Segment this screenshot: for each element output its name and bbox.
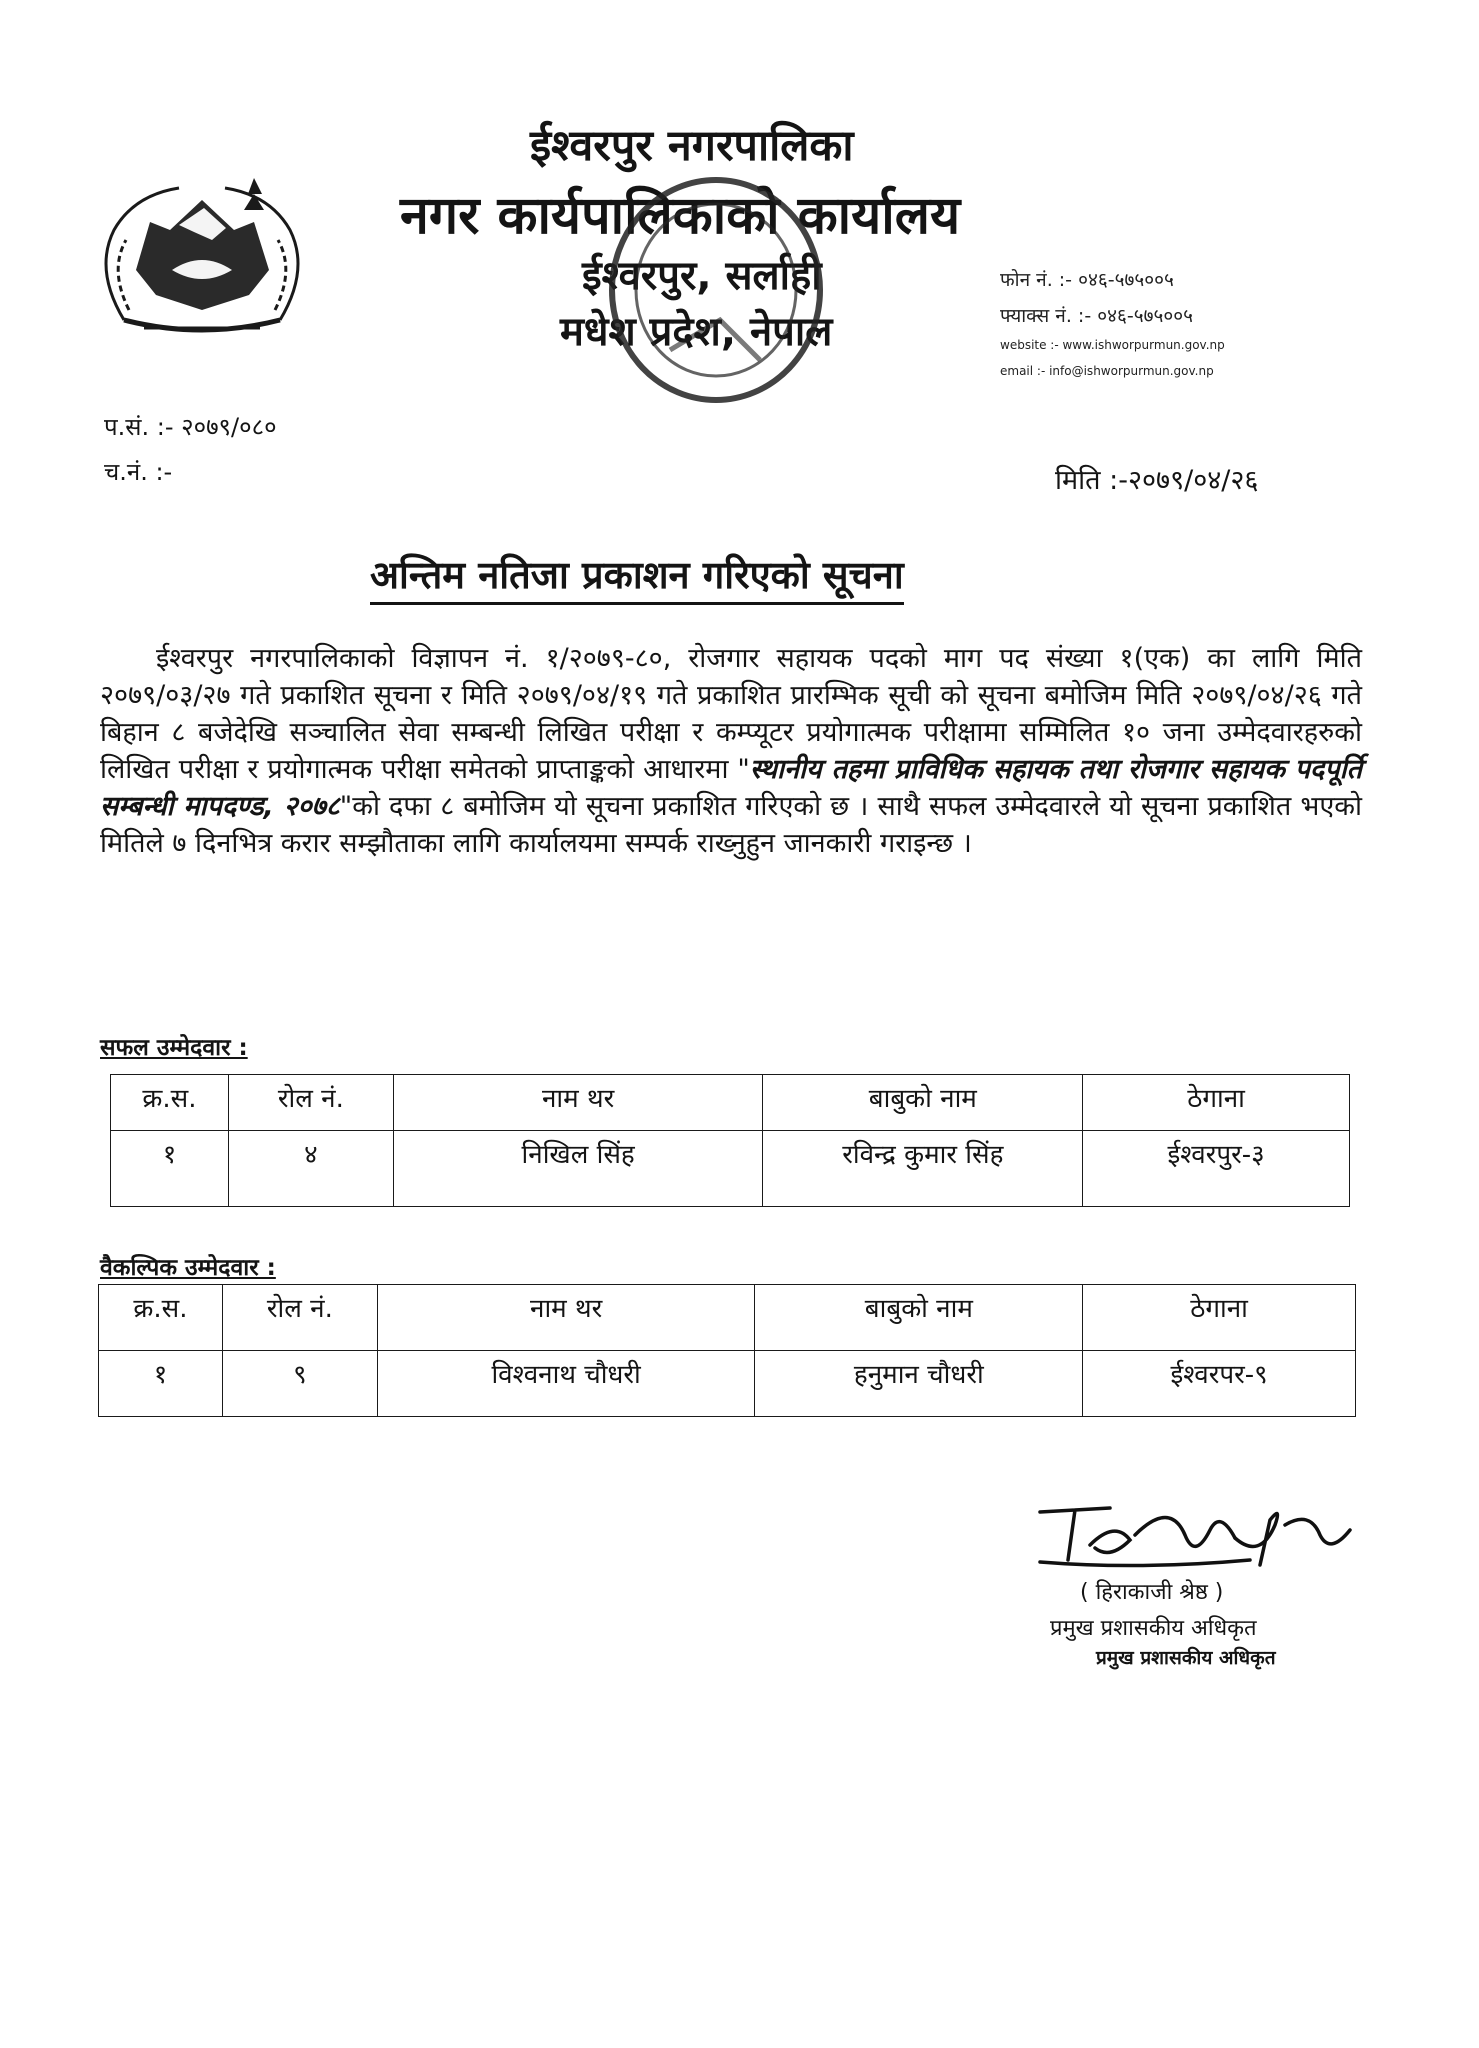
email-link[interactable]: email :- info@ishworpurmun.gov.np [1000, 364, 1214, 378]
successful-table [110, 1074, 1350, 1207]
nepal-emblem-icon [84, 170, 320, 338]
col-name: नाम थर [393, 1075, 763, 1131]
table-row: १ ९ विश्वनाथ चौधरी हनुमान चौधरी ईश्वरपर-९ [99, 1351, 1356, 1417]
col-roll: रोल नं. [228, 1075, 393, 1131]
col-name: नाम थर [377, 1285, 755, 1351]
table-header-row [111, 1075, 1350, 1131]
col-serial: क्र.स. [111, 1075, 229, 1131]
col-father: बाबुको नाम [763, 1075, 1083, 1131]
notice-title: अन्तिम नतिजा प्रकाशन गरिएको सूचना [370, 548, 904, 605]
signatory-stamp-post: प्रमुख प्रशासकीय अधिकृत [1096, 1647, 1276, 1669]
phone-number: फोन नं. :- ०४६-५७५००५ [1000, 269, 1174, 291]
col-address: ठेगाना [1083, 1075, 1350, 1131]
office-province: मधेश प्रदेश, नेपाल [560, 309, 833, 355]
municipality-name: ईश्वरपुर नगरपालिका [530, 121, 854, 171]
alternate-table [98, 1284, 1356, 1417]
office-name: नगर कार्यपालिकाको कार्यालय [400, 186, 961, 246]
fax-number: फ्याक्स नं. :- ०४६-५७५००५ [1000, 305, 1193, 327]
col-address: ठेगाना [1083, 1285, 1356, 1351]
signatory-post: प्रमुख प्रशासकीय अधिकृत [1050, 1616, 1257, 1641]
dispatch-number: च.नं. :- [104, 458, 173, 486]
signatory-name: ( हिराकाजी श्रेष्ठ ) [1080, 1580, 1224, 1605]
criteria-emphasis: स्थानीय तहमा प्राविधिक सहायक तथा रोजगार सहायक पदपूर्ति सम्बन्धी मापदण्ड, २०७८ [100, 754, 1362, 822]
successful-label: सफल उम्मेदवार : [100, 1035, 248, 1061]
office-location: ईश्वरपुर, सर्लाही [582, 253, 822, 299]
alternate-label: वैकल्पिक उम्मेदवार : [100, 1255, 276, 1281]
notice-body: ईश्वरपुर नगरपालिकाको विज्ञापन नं. १/२०७९-८०, रोजगार सहायक पदको माग पद संख्या १(एक) का लागि मिति २०७९/०३/२७ गते प्रकाशित सूचना र मिति २०७९/०४/१९ गते प्रकाशित प्रारम्भिक सूची को सूचना बमोजिम मिति २०७९/०४/२६ गते बिहान ८ बजेदेखि सञ्चालित सेवा सम्बन्धी लिखित परीक्षा र कम्प्यूटर प्रयोगात्मक परीक्षामा सम्मिलित १० जना उम्मेदवारहरुको लिखित परीक्षा र प्रयोगात्मक परीक्षा समेतको प्राप्ताङ्कको आधारमा "स्थानीय तहमा प्राविधिक सहायक तथा रोजगार सहायक पदपूर्ति सम्बन्धी मापदण्ड, २०७८"को दफा ८ बमोजिम यो सूचना प्रकाशित गरिएको छ । साथै सफल उम्मेदवारले यो सूचना प्रकाशित भएको मितिले ७ दिनभित्र करार सम्झौताका लागि कार्यालयमा सम्पर्क राख्नुहुन जानकारी गराइन्छ । [100, 643, 1362, 859]
col-roll: रोल नं. [222, 1285, 377, 1351]
website-link[interactable]: website :- www.ishworpurmun.gov.np [1000, 338, 1225, 352]
notice-date: मिति :-२०७९/०४/२६ [1055, 465, 1259, 496]
letter-number: प.सं. :- २०७९/०८० [104, 413, 277, 441]
office-stamp-icon [600, 170, 832, 410]
col-father: बाबुको नाम [755, 1285, 1083, 1351]
col-serial: क्र.स. [99, 1285, 223, 1351]
signature-icon [1020, 1490, 1370, 1580]
table-header-row [99, 1285, 1356, 1351]
table-row: १ ४ निखिल सिंह रविन्द्र कुमार सिंह ईश्वरपुर-३ [111, 1131, 1350, 1207]
